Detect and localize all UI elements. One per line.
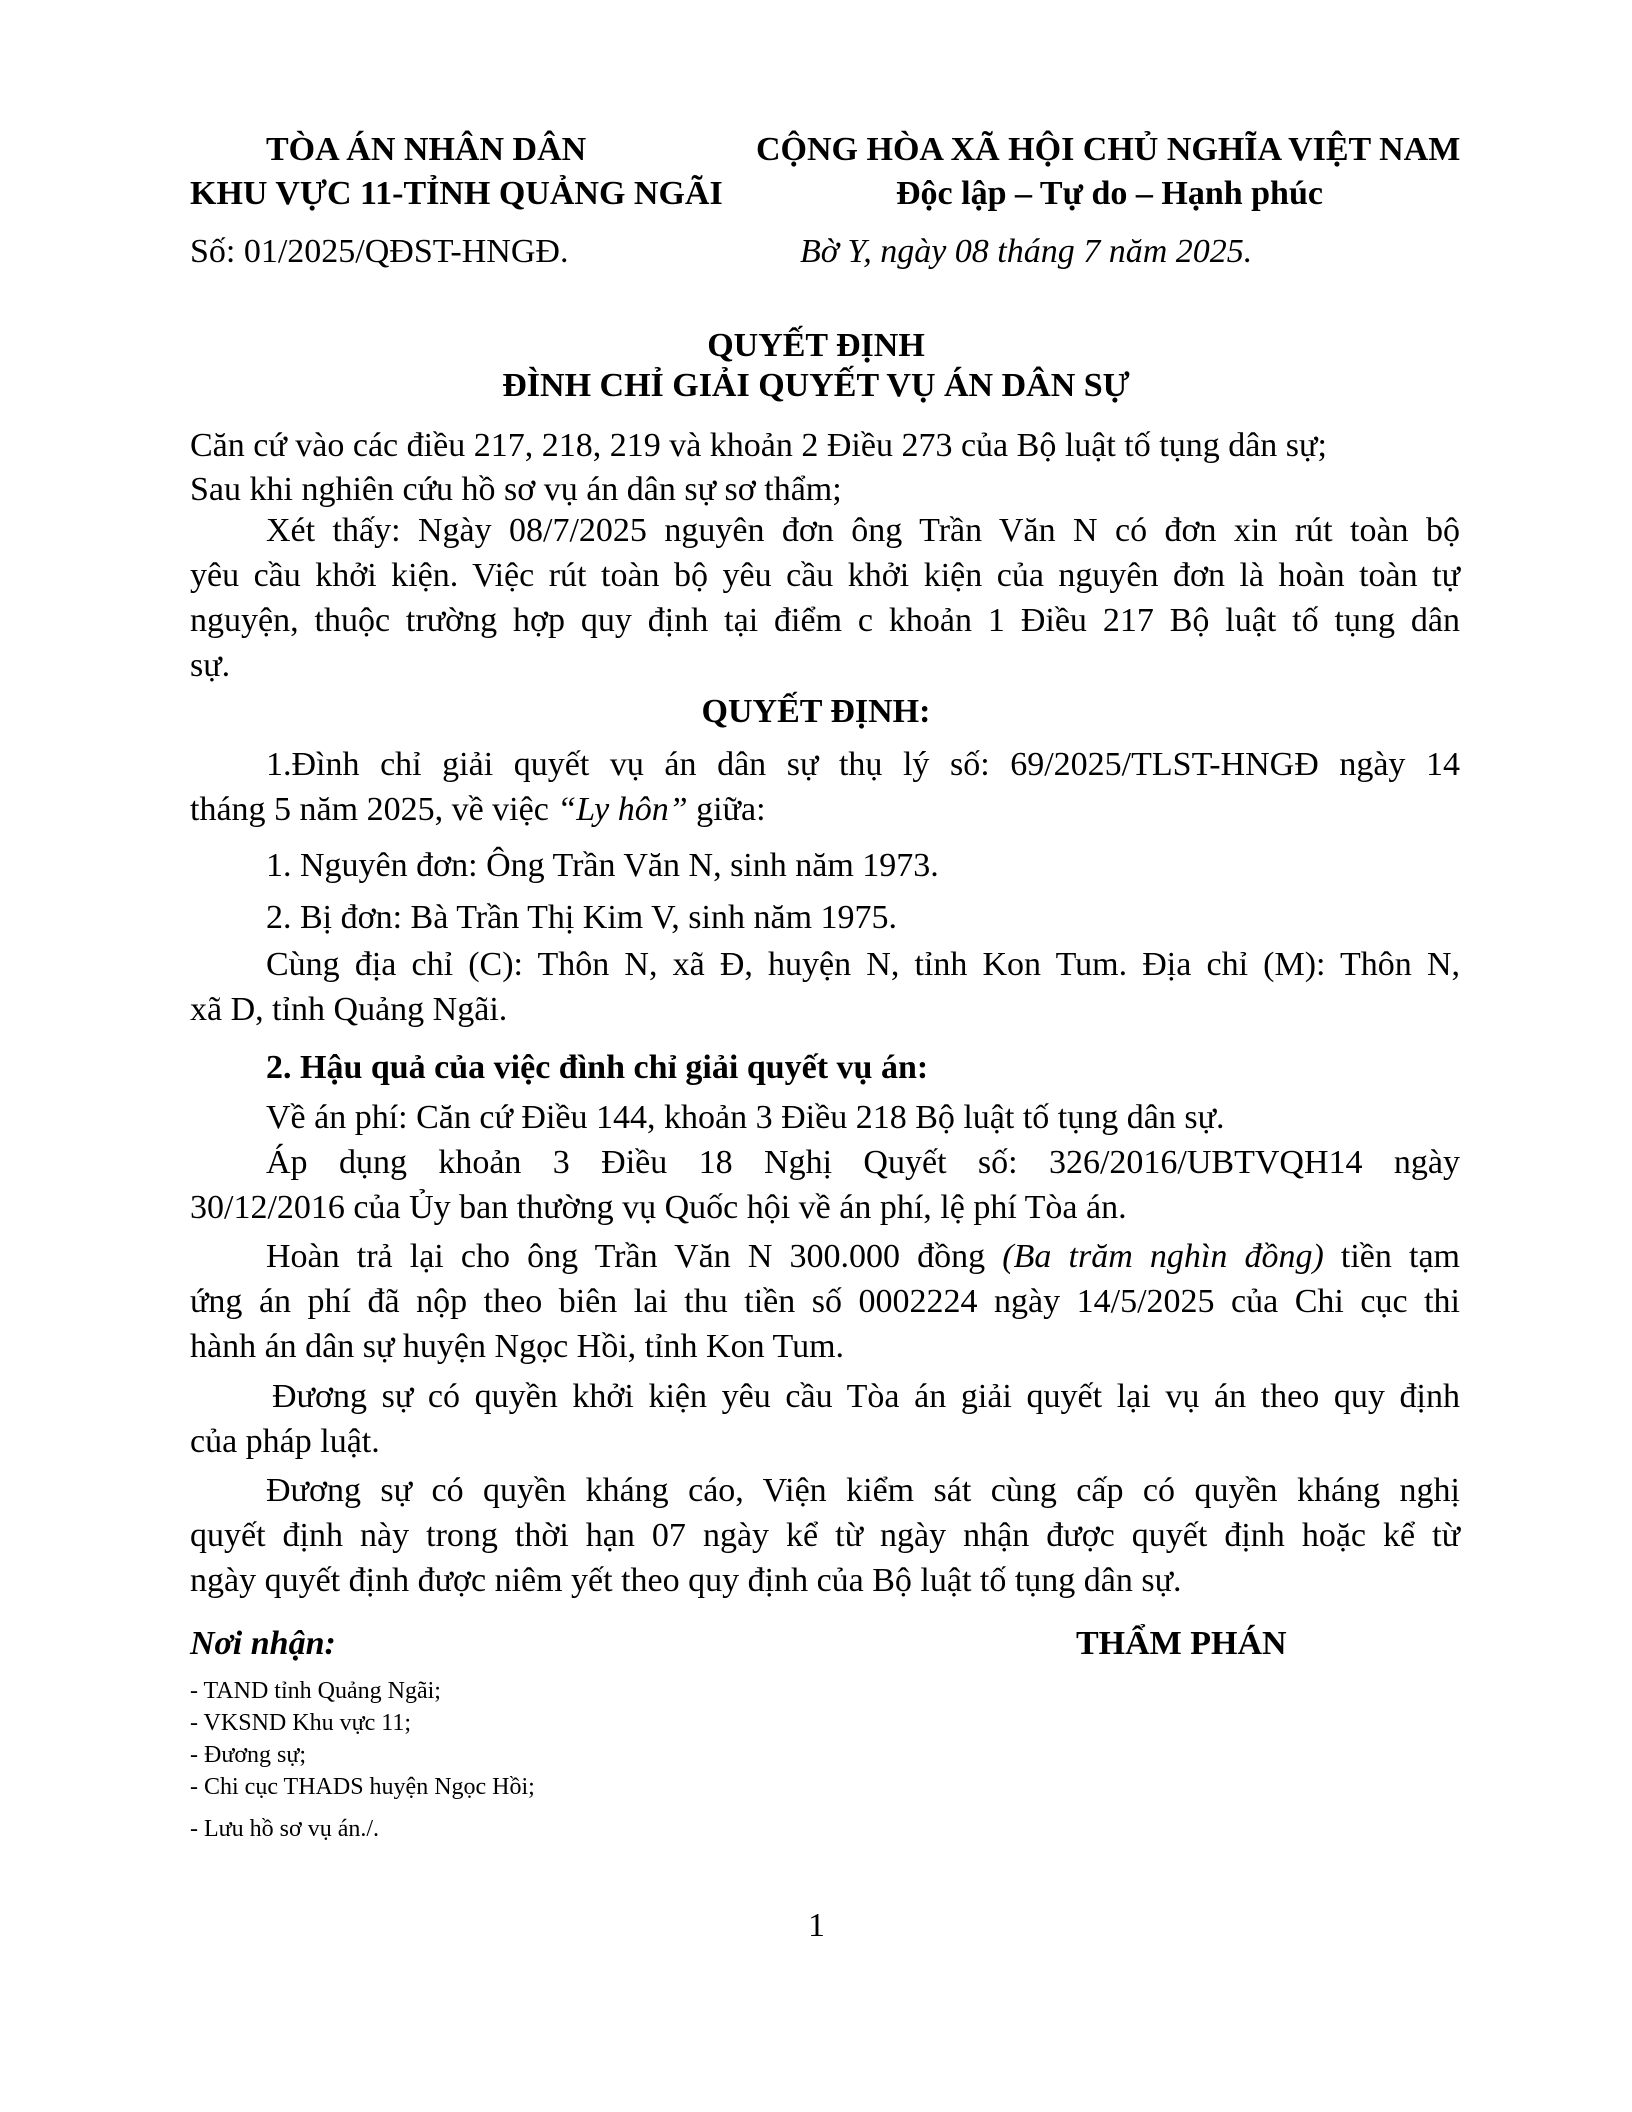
refund-line1 <box>190 1234 1460 1279</box>
refund-line3: hành án dân sự huyện Ngọc Hồi, tỉnh Kon Tum. <box>190 1328 845 1365</box>
document-number: Số: 01/2025/QĐST-HNGĐ. <box>190 233 569 270</box>
apply-line1: Áp dụng khoản 3 Điều 18 Nghị Quyết số: 326/2016/UBTVQH14 ngày <box>266 1144 1460 1181</box>
right-to-sue-paragraph <box>190 1374 1460 1464</box>
address-line2: xã D, tỉnh Quảng Ngãi. <box>190 991 508 1028</box>
appeal-line1: Đương sự có quyền kháng cáo, Viện kiểm sát cùng cấp có quyền kháng nghị <box>266 1472 1460 1509</box>
basis-line1: Căn cứ vào các điều 217, 218, 219 và khoản 2 Điều 273 của Bộ luật tố tụng dân sự; <box>190 427 1327 464</box>
consider-line2: yêu cầu khởi kiện. Việc rút toàn bộ yêu cầu khởi kiện của nguyên đơn là hoàn toàn tự <box>190 557 1460 594</box>
consider-line4: sự. <box>190 647 231 684</box>
address-paragraph <box>190 942 1460 1032</box>
court-name-line1: TÒA ÁN NHÂN DÂN <box>266 131 587 168</box>
court-name-line2: KHU VỰC 11-TỈNH QUẢNG NGÃI <box>190 175 723 212</box>
decision-subtitle: ĐÌNH CHỈ GIẢI QUYẾT VỤ ÁN DÂN SỰ <box>502 367 1130 404</box>
national-title: CỘNG HÒA XÃ HỘI CHỦ NGHĨA VIỆT NAM <box>756 131 1461 168</box>
refund-line2: ứng án phí đã nộp theo biên lai thu tiền số 0002224 ngày 14/5/2025 của Chi cục thi <box>190 1283 1460 1320</box>
decision-title: QUYẾT ĐỊNH <box>707 327 925 364</box>
case-type: “Ly hôn” <box>557 791 688 828</box>
consideration-paragraph <box>190 508 1460 688</box>
item1-line1: 1.Đình chỉ giải quyết vụ án dân sự thụ lý số: 69/2025/TLST-HNGĐ ngày 14 <box>266 746 1460 783</box>
consider-line3: nguyện, thuộc trường hợp quy định tại điểm c khoản 1 Điều 217 Bộ luật tố tụng dân <box>190 602 1460 639</box>
refund-paragraph <box>190 1234 1460 1369</box>
recipients-heading: Nơi nhận: <box>190 1625 336 1662</box>
recipient-item: - TAND tỉnh Quảng Ngãi; <box>190 1678 441 1704</box>
recipient-item: - Lưu hồ sơ vụ án./. <box>190 1816 380 1842</box>
basis-line2: Sau khi nghiên cứu hồ sơ vụ án dân sự sơ thẩm; <box>190 471 842 508</box>
consider-line1: Xét thấy: Ngày 08/7/2025 nguyên đơn ông Trần Văn N có đơn xin rút toàn bộ <box>266 512 1460 549</box>
recipient-item: - Chi cục THADS huyện Ngọc Hồi; <box>190 1774 535 1800</box>
plaintiff-line: 1. Nguyên đơn: Ông Trần Văn N, sinh năm 1973. <box>266 847 939 884</box>
apply-line2: 30/12/2016 của Ủy ban thường vụ Quốc hội về án phí, lệ phí Tòa án. <box>190 1189 1127 1226</box>
right-line2: của pháp luật. <box>190 1423 380 1460</box>
national-motto: Độc lập – Tự do – Hạnh phúc <box>896 175 1323 212</box>
defendant-line: 2. Bị đơn: Bà Trần Thị Kim V, sinh năm 1975. <box>266 899 898 936</box>
signer-title: THẨM PHÁN <box>1076 1625 1287 1662</box>
place-date: Bờ Y, ngày 08 tháng 7 năm 2025. <box>800 233 1253 270</box>
apply-paragraph <box>190 1140 1460 1230</box>
item1-line2-post: giữa: <box>687 791 766 828</box>
recipient-item: - VKSND Khu vực 11; <box>190 1710 412 1736</box>
item1-paragraph <box>190 742 1460 832</box>
address-line1: Cùng địa chỉ (C): Thôn N, xã Đ, huyện N, tỉnh Kon Tum. Địa chỉ (M): Thôn N, <box>266 946 1460 983</box>
page-number: 1 <box>808 1907 825 1944</box>
decision-heading: QUYẾT ĐỊNH: <box>701 693 931 730</box>
appeal-paragraph <box>190 1468 1460 1603</box>
item2-heading: 2. Hậu quả của việc đình chỉ giải quyết vụ án: <box>266 1049 929 1086</box>
appeal-line2: quyết định này trong thời hạn 07 ngày kể từ ngày nhận được quyết định hoặc kể từ <box>190 1517 1460 1554</box>
item1-line2 <box>190 787 1460 832</box>
refund-line1-post: tiền tạm <box>1323 1238 1461 1275</box>
amount-in-words: (Ba trăm nghìn đồng) <box>1002 1238 1324 1275</box>
appeal-line3: ngày quyết định được niêm yết theo quy định của Bộ luật tố tụng dân sự. <box>190 1562 1182 1599</box>
item1-line2-pre: tháng 5 năm 2025, về việc <box>190 791 558 828</box>
right-line1: Đương sự có quyền khởi kiện yêu cầu Tòa án giải quyết lại vụ án theo quy định <box>272 1378 1460 1415</box>
recipient-item: - Đương sự; <box>190 1742 307 1768</box>
refund-line1-pre: Hoàn trả lại cho ông Trần Văn N 300.000 đồng <box>266 1238 1003 1275</box>
fee-line: Về án phí: Căn cứ Điều 144, khoản 3 Điều 218 Bộ luật tố tụng dân sự. <box>266 1099 1225 1136</box>
